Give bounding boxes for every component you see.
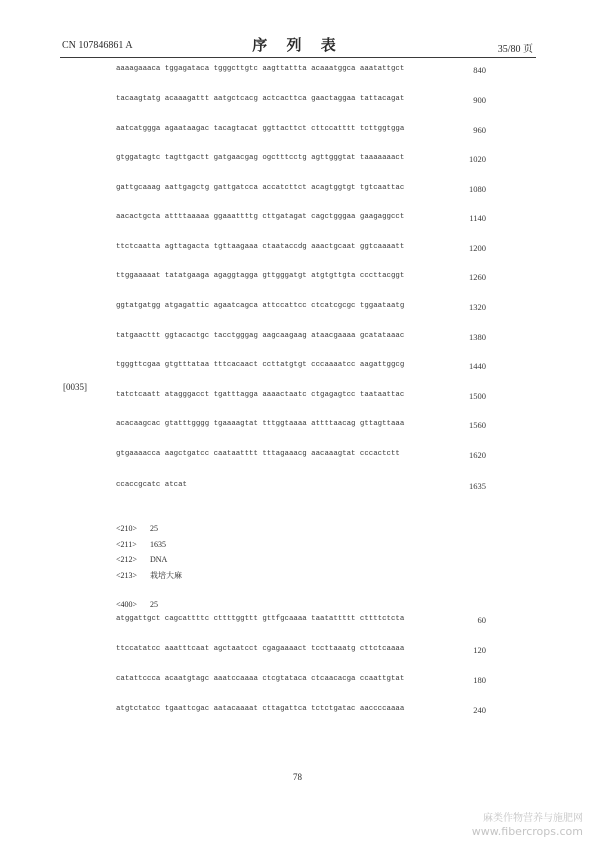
sequence-row <box>116 95 486 107</box>
sequence-row <box>116 332 486 344</box>
sequence-row <box>116 645 486 657</box>
sequence-position: 840 <box>473 65 486 75</box>
sequence-row <box>116 213 486 225</box>
sequence-id-line <box>116 600 158 609</box>
sequence-position: 1560 <box>469 420 486 430</box>
meta-tag: <212> <box>116 555 138 564</box>
sequence-row <box>116 420 486 432</box>
meta-value: DNA <box>150 555 168 564</box>
meta-value: 25 <box>150 600 158 609</box>
sequence-text: atgtctatcc tgaattcgac aatacaaaat cttagattca tctctgatac aaccccaaaa <box>116 705 405 713</box>
sequence-text: tatctcaatt atagggacct tgatttagga aaaactaatc ctgagagtcc taataattac <box>116 391 405 399</box>
sequence-text: aatcatggga agaataagac tacagtacat ggttacttct cttccatttt tcttggtgga <box>116 125 405 133</box>
sequence-position: 180 <box>473 675 486 685</box>
sequence-position: 1380 <box>469 332 486 342</box>
sequence-text: aacactgcta attttaaaaa ggaaattttg cttgatagat cagctgggaa gaagaggcct <box>116 213 405 221</box>
sequence-position: 240 <box>473 705 486 715</box>
sequence-row <box>116 361 486 373</box>
watermark-line-2: www.fibercrops.com <box>471 825 583 838</box>
sequence-position: 1620 <box>469 450 486 460</box>
sequence-position: 1500 <box>469 391 486 401</box>
meta-line <box>116 555 167 564</box>
meta-line <box>116 540 166 549</box>
page-number: 78 <box>293 772 302 782</box>
sequence-text: tgggttcgaa gtgtttataa tttcacaact ccttatgtgt cccaaaatcc aagattggcg <box>116 361 405 369</box>
watermark-line-1: 麻类作物营养与施肥网 <box>483 813 583 824</box>
sequence-row <box>116 615 486 627</box>
sequence-position: 120 <box>473 645 486 655</box>
sequence-row <box>116 272 486 284</box>
sequence-row <box>116 481 486 493</box>
sequence-text: ttctcaatta agttagacta tgttaagaaa ctaataccdg aaactgcaat ggtcaaaatt <box>116 243 405 251</box>
meta-line <box>116 524 158 533</box>
meta-tag: <213> <box>116 571 138 580</box>
sequence-row <box>116 705 486 717</box>
sequence-row <box>116 125 486 137</box>
meta-value: 25 <box>150 524 158 533</box>
sequence-position: 960 <box>473 125 486 135</box>
sequence-row <box>116 391 486 403</box>
page-info: 35/80 页 <box>497 44 533 55</box>
sequence-row <box>116 675 486 687</box>
sequence-row <box>116 450 486 462</box>
sequence-position: 1635 <box>469 481 486 491</box>
sequence-position: 900 <box>473 95 486 105</box>
sequence-text: gtggatagtc tagttgactt gatgaacgag ogctttcctg agttgggtat taaaaaaact <box>116 154 405 162</box>
paragraph-label: [0035] <box>63 382 87 392</box>
meta-value: 栽培大麻 <box>150 571 182 580</box>
sequence-position: 1080 <box>469 184 486 194</box>
sequence-text: ttccatatcc aaatttcaat agctaatcct cgagaaaact tccttaaatg cttctcaaaa <box>116 645 405 653</box>
sequence-text: acacaagcac gtatttgggg tgaaaagtat tttggtaaaa attttaacag gttagttaaa <box>116 420 405 428</box>
sequence-text: ggtatgatgg atgagattic agaatcagca attccattcc ctcatcgcgc tggaataatg <box>116 302 405 310</box>
watermark <box>472 812 583 838</box>
meta-tag: <400> <box>116 600 138 609</box>
sequence-text: tatgaacttt ggtacactgc tacctgggag aagcaagaag ataacgaaaa gcatataaac <box>116 332 405 340</box>
sequence-row <box>116 243 486 255</box>
sequence-text: tacaagtatg acaaagattt aatgctcacg actcacttca gaactaggaa tattacagat <box>116 95 405 103</box>
sequence-row <box>116 65 486 77</box>
sequence-text: catattccca acaatgtagc aaatccaaaa ctcgtataca ctcaacacga ccaattgtat <box>116 675 405 683</box>
sequence-text: ccaccgcatc atcat <box>116 481 187 489</box>
sequence-row <box>116 154 486 166</box>
sequence-position: 1260 <box>469 272 486 282</box>
sequence-row <box>116 302 486 314</box>
header-divider <box>60 57 536 58</box>
sequence-position: 1200 <box>469 243 486 253</box>
patent-number: CN 107846861 A <box>62 40 133 51</box>
meta-line <box>116 570 182 581</box>
meta-tag: <211> <box>116 540 137 549</box>
sequence-position: 1140 <box>469 213 486 223</box>
sequence-text: gattgcaaag aattgagctg gattgatcca accatcttct acagtggtgt tgtcaattac <box>116 184 405 192</box>
sequence-text: atggattgct cagcattttc cttttggttt gttfgcaaaa taatattttt cttttctcta <box>116 615 405 623</box>
meta-value: 1635 <box>150 540 166 549</box>
sequence-text: ttggaaaaat tatatgaaga agaggtagga gttgggatgt atgtgttgta cccttacggt <box>116 272 405 280</box>
page-title: 序 列 表 <box>252 36 343 54</box>
sequence-row <box>116 184 486 196</box>
sequence-position: 1320 <box>469 302 486 312</box>
sequence-position: 1020 <box>469 154 486 164</box>
sequence-text: gtgaaaacca aagctgatcc caataatttt tttagaaacg aacaaagtat cccactctt <box>116 450 400 458</box>
sequence-position: 60 <box>477 615 486 625</box>
meta-tag: <210> <box>116 524 138 533</box>
sequence-position: 1440 <box>469 361 486 371</box>
sequence-text: aaaagaaaca tggagataca tgggcttgtc aagttattta acaaatggca aaatattgct <box>116 65 405 73</box>
